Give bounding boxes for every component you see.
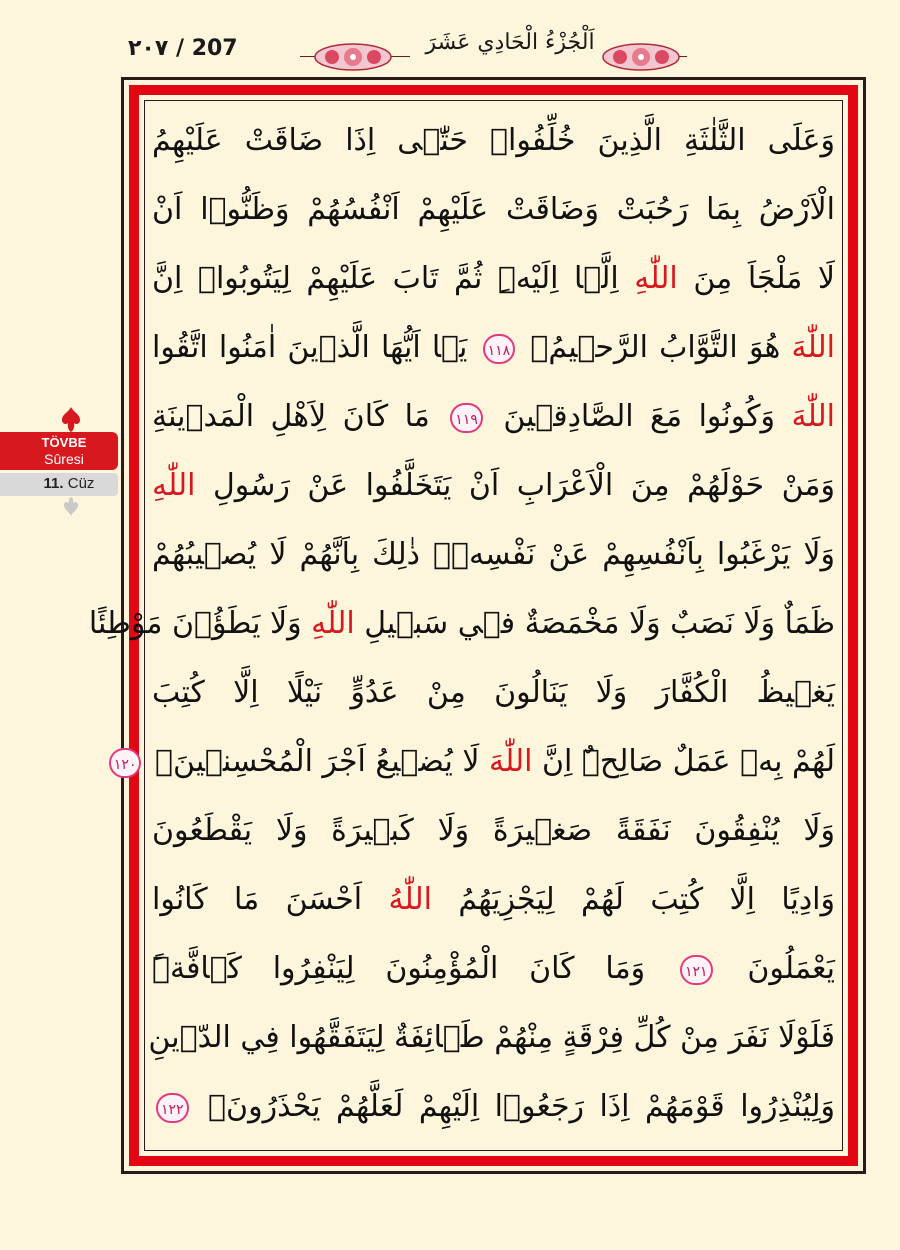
divine-name: اللّٰهَ: [791, 399, 835, 434]
verse-text: وَلَا يَرْغَبُوا بِاَنْفُسِهِمْ عَنْ نَفْسِه۪ۜ ذٰلِكَ بِاَنَّهُمْ لَا يُص۪يبُهُمْ: [152, 537, 835, 572]
verse-text: مَا كَانَ لِاَهْلِ الْمَد۪ينَةِ: [152, 399, 447, 434]
verse-text: وَكُونُوا مَعَ الصَّادِق۪ينَ: [486, 399, 792, 434]
verse-line: [152, 660, 835, 726]
verse-line: [152, 798, 835, 864]
verse-line: [152, 1074, 835, 1140]
divine-name: اللّٰهَ: [791, 330, 835, 365]
page-header: [0, 0, 900, 80]
cuz-box: [0, 473, 118, 496]
verse-line: [152, 108, 835, 174]
verse-line: [152, 246, 835, 312]
page-number-arabic: ٢٠٧: [128, 36, 169, 61]
verse-text: يَۤا اَيُّهَا الَّذ۪ينَ اٰمَنُوا اتَّقُوا: [152, 330, 479, 365]
divine-name: اللّٰهِ: [311, 606, 355, 641]
divine-name: اللّٰهَ: [488, 744, 533, 779]
verse-text: هُوَ التَّوَّابُ الرَّح۪يمُ۟: [519, 330, 792, 365]
verse-text: وَمَنْ حَوْلَهُمْ مِنَ الْاَعْرَابِ اَنْ يَتَخَلَّفُوا عَنْ رَسُولِ: [195, 468, 835, 503]
verse-text: وَمَا كَانَ الْمُؤْمِنُونَ لِيَنْفِرُوا كَۤافَّةًۜ: [152, 951, 676, 986]
page-number-separator: /: [175, 36, 185, 61]
verse-line: [88, 591, 835, 657]
page-number: [128, 36, 238, 61]
verse-text: اِلَّۤا اِلَيْهِۜ ثُمَّ تَابَ عَلَيْهِمْ لِيَتُوبُواۜ اِنَّ: [152, 261, 635, 296]
ayah-number-marker: ١٢٠: [109, 748, 142, 778]
ayah-number-marker: ١١٨: [483, 334, 516, 364]
verse-text: يَغ۪يظُ الْكُفَّارَ وَلَا يَنَالُونَ مِنْ عَدُوٍّ نَيْلًا اِلَّا كُتِبَ: [152, 675, 835, 710]
verse-text: الْاَرْضُ بِمَا رَحُبَتْ وَضَاقَتْ عَلَيْهِمْ اَنْفُسُهُمْ وَظَنُّوۤا اَنْ: [152, 192, 835, 227]
verse-line: [152, 522, 835, 588]
sura-box: [0, 432, 118, 470]
sura-label: Sûresi: [44, 451, 84, 467]
cuz-number: 11.: [43, 475, 64, 492]
page-number-latin: 207: [191, 36, 238, 61]
verse-text: فَلَوْلَا نَفَرَ مِنْ كُلِّ فِرْقَةٍ مِنْهُمْ طَۤائِفَةٌ لِيَتَفَقَّهُوا فِي الدّ۪ينِ: [148, 1020, 835, 1055]
divine-name: اللّٰهُ: [388, 882, 432, 917]
verse-text: لَا يُض۪يعُ اَجْرَ الْمُحْسِن۪ينَۙ: [145, 744, 489, 779]
verse-text: ظَمَاٌ وَلَا نَصَبٌ وَلَا مَخْمَصَةٌ ف۪ي سَب۪يلِ: [354, 606, 835, 641]
verse-line: [152, 867, 835, 933]
verse-text: اَحْسَنَ مَا كَانُوا: [152, 882, 389, 917]
verse-line: [152, 384, 835, 450]
fleur-top-icon: [58, 405, 84, 433]
ayah-number-marker: ١٢١: [680, 955, 713, 985]
verse-text: وَعَلَى الثَّلٰثَةِ الَّذِينَ خُلِّفُواۜ حَتّٰۤى اِذَا ضَاقَتْ عَلَيْهِمُ: [152, 123, 835, 158]
divine-name: اللّٰهِ: [152, 468, 196, 503]
ayah-number-marker: ١١٩: [450, 403, 483, 433]
verse-line: [148, 1005, 835, 1071]
verse-text: وَلِيُنْذِرُوا قَوْمَهُمْ اِذَا رَجَعُوۤا اِلَيْهِمْ لَعَلَّهُمْ يَحْذَرُونَ۟: [192, 1089, 835, 1124]
sura-name: TÖVBE: [41, 435, 87, 450]
juz-title: اَلْجُزْءُ الْحَادِي عَشَرَ: [425, 30, 595, 55]
divine-name: اللّٰهِ: [634, 261, 678, 296]
header-ornament-left-icon: [312, 40, 394, 74]
verse-line: [152, 315, 835, 381]
verse-text: يَعْمَلُونَ: [716, 951, 835, 986]
verse-line: [113, 729, 835, 795]
verse-text: وَلَا يَطَؤُ۫نَ مَوْطِئًا: [88, 606, 312, 641]
verse-text: لَهُمْ بِه۪ عَمَلٌ صَالِحٌۜ اِنَّ: [532, 744, 835, 779]
fleur-bottom-icon: [60, 496, 82, 518]
quran-text-block: [88, 108, 836, 1143]
verse-text: وَادِيًا اِلَّا كُتِبَ لَهُمْ لِيَجْزِيَهُمُ: [431, 882, 836, 917]
verse-text: لَا مَلْجَاَ مِنَ: [677, 261, 835, 296]
header-ornament-right-icon: [600, 40, 682, 74]
cuz-text: [34, 475, 104, 492]
verse-text: وَلَا يُنْفِقُونَ نَفَقَةً صَغ۪يرَةً وَلَا كَب۪يرَةً وَلَا يَقْطَعُونَ: [152, 813, 835, 848]
verse-line: [152, 177, 835, 243]
cuz-label: Cüz: [67, 475, 95, 492]
verse-line: [152, 453, 835, 519]
sura-side-tab: [0, 432, 118, 496]
verse-line: [152, 936, 835, 1002]
ayah-number-marker: ١٢٢: [156, 1093, 189, 1123]
